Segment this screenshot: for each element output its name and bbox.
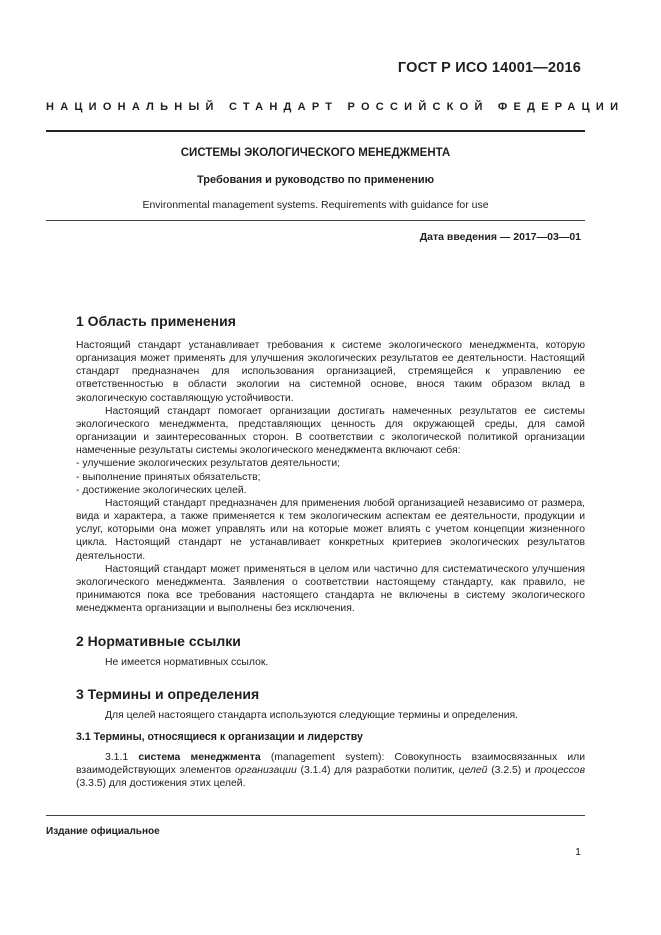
term-reference: целей — [458, 764, 488, 776]
section-3-1-heading: 3.1 Термины, относящиеся к организации и лидерству — [76, 730, 363, 743]
introduction-date: Дата введения — 2017—03—01 — [419, 231, 581, 243]
section-2-heading: 2 Нормативные ссылки — [76, 633, 241, 650]
document-title: СИСТЕМЫ ЭКОЛОГИЧЕСКОГО МЕНЕДЖМЕНТА — [180, 147, 451, 159]
section-2-paragraph: Не имеется нормативных ссылок. — [105, 657, 269, 669]
header-divider — [46, 130, 585, 132]
term-3-1-1: 3.1.1 система менеджмента (management system): Совокупность взаимосвязанных или взаимодействующих элементов организации (3.1.4) для разработки политик, целей (3.2.5) и процессов (3.3.5) для достижения этих целей. — [76, 751, 586, 790]
term-name: система менеджмента — [138, 751, 261, 763]
term-reference: процессов — [534, 764, 586, 776]
footer-divider — [46, 815, 585, 816]
term-reference: организации — [234, 764, 297, 776]
page-number: 1 — [575, 846, 581, 858]
english-title: Environmental management systems. Requirements with guidance for use — [142, 199, 489, 211]
document-subtitle: Требования и руководство по применению — [197, 174, 434, 186]
title-divider — [46, 220, 585, 221]
section-3-heading: 3 Термины и определения — [76, 686, 260, 703]
section-1-paragraph-4: Настоящий стандарт может применяться в целом или частично для систематического улучшения экологического менеджмента. Заявления о соответствии настоящему стандарту, как правило, не принимаются пока все требования настоящего стандарта не включены в систему экологического менеджмента организации и выполнены без исключения. — [76, 563, 585, 615]
section-1-heading: 1 Область применения — [76, 313, 236, 329]
section-1-paragraph-3: Настоящий стандарт предназначен для применения любой организацией независимо от размера, вида и характера, а также применяется к тем экологическим аспектам ее деятельности, продукции и услуг, которыми она может управлять или на которые может влиять с учетом концепции жизненного цикла. Настоящий стандарт не устанавливает конкретных критериев экологических результатов деятельности. — [76, 497, 585, 562]
edition-label: Издание официальное — [46, 826, 160, 837]
national-standard-banner: НАЦИОНАЛЬНЫЙ СТАНДАРТ РОССИЙСКОЙ ФЕДЕРАЦИИ — [46, 101, 625, 113]
section-1-paragraph-2: Настоящий стандарт помогает организации достигать намеченных результатов ее системы экологического менеджмента, представляющих ценность для окружающей среды, для самой организации и заинтересованных сторон. В соответствии с экологической политикой организации намеченные результаты системы экологического менеджмента включают себя: — [76, 405, 585, 457]
section-1-paragraph-1: Настоящий стандарт устанавливает требования к системе экологического менеджмента, которую организация может применять для улучшения экологических результатов ее деятельности. Настоящий стандарт предназначен для использования организацией, стремящейся к управлению ее ответственностью в области экологии на системной основе, внося таким образом вклад в экологическую составляющую устойчивости. — [76, 340, 585, 404]
standard-code: ГОСТ Р ИСО 14001—2016 — [397, 60, 581, 76]
list-item: - улучшение экологических результатов деятельности; — [76, 458, 341, 470]
list-item: - выполнение принятых обязательств; — [76, 471, 261, 483]
section-3-paragraph: Для целей настоящего стандарта используются следующие термины и определения. — [105, 710, 519, 722]
document-body — [76, 312, 585, 790]
list-item: - достижение экологических целей. — [76, 484, 247, 496]
